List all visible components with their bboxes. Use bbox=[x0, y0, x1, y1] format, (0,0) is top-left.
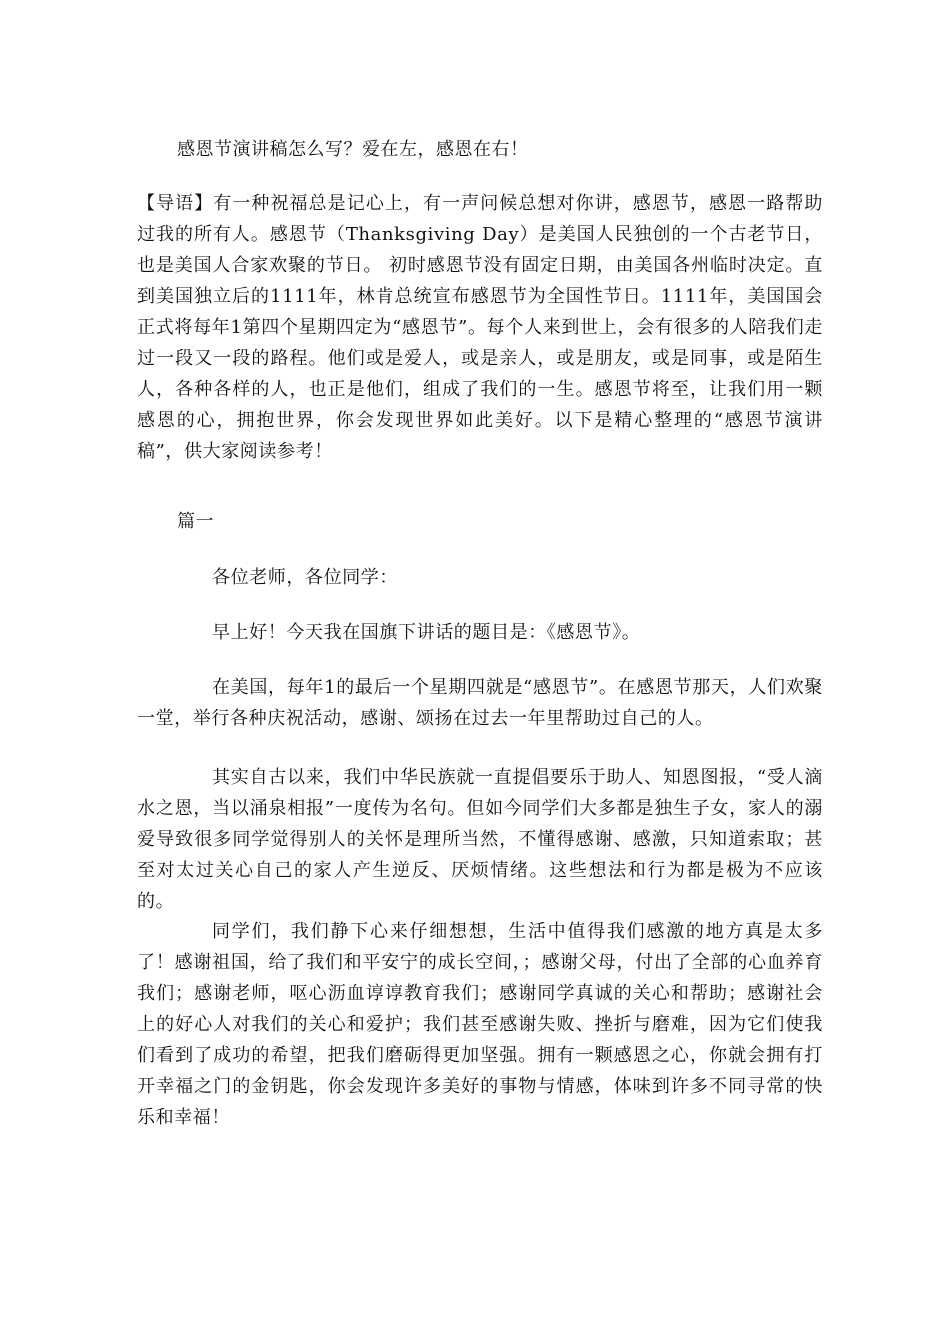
document-title: 感恩节演讲稿怎么写？爱在左，感恩在右！ bbox=[177, 139, 529, 160]
section-label: 篇一 bbox=[177, 511, 214, 532]
body-paragraph: 同学们，我们静下心来仔细想想，生活中值得我们感激的地方真是太多了！感谢祖国，给了我们和平安宁的成长空间，；感谢父母，付出了全部的心血养育我们；感谢老师，呕心沥血谆谆教育我们；感谢同学真诚的关心和帮助；感谢社会上的好心人对我们的关心和爱护；我们甚至感谢失败、挫折与磨难，因为它们使我们看到了成功的希望，把我们磨砺得更加坚强。拥有一颗感恩之心，你就会拥有打开幸福之门的金钥匙，你会发现许多美好的事物与情感，体味到许多不同寻常的快乐和幸福！ bbox=[137, 921, 823, 1128]
body-paragraph: 其实自古以来，我们中华民族就一直提倡要乐于助人、知恩图报，“受人滴水之恩，当以涌泉相报”一度传为名句。但如今同学们大多都是独生子女，家人的溺爱导致很多同学觉得别人的关怀是理所当然，不懂得感谢、感激，只知道索取；甚至对太过关心自己的家人产生逆反、厌烦情绪。这些想法和行为都是极为不应该的。 bbox=[137, 767, 823, 912]
body-paragraph: 在美国，每年1的最后一个星期四就是“感恩节”。在感恩节那天，人们欢聚一堂，举行各种庆祝活动，感谢、颂扬在过去一年里帮助过自己的人。 bbox=[137, 677, 823, 729]
intro-paragraph: 【导语】有一种祝福总是记心上，有一声问候总想对你讲，感恩节，感恩一路帮助过我的所有人。感恩节（Thanksgiving Day）是美国人民独创的一个古老节日，也是美国人合家欢聚的节日。 初时感恩节没有固定日期，由美国各州临时决定。直到美国独立后的1111年，林肯总统宣布感恩节为全国性节日。1111年，美国国会正式将每年1第四个星期四定为“感恩节”。每个人来到世上，会有很多的人陪我们走过一段又一段的路程。他们或是爱人，或是亲人，或是朋友，或是同事，或是陌生人，各种各样的人，也正是他们，组成了我们的一生。感恩节将至，让我们用一颗感恩的心，拥抱世界，你会发现世界如此美好。以下是精心整理的“感恩节演讲稿”，供大家阅读参考！ bbox=[137, 193, 823, 462]
greeting-paragraph: 早上好！今天我在国旗下讲话的题目是：《感恩节》。 bbox=[212, 622, 641, 643]
salutation-paragraph: 各位老师，各位同学： bbox=[212, 567, 398, 588]
